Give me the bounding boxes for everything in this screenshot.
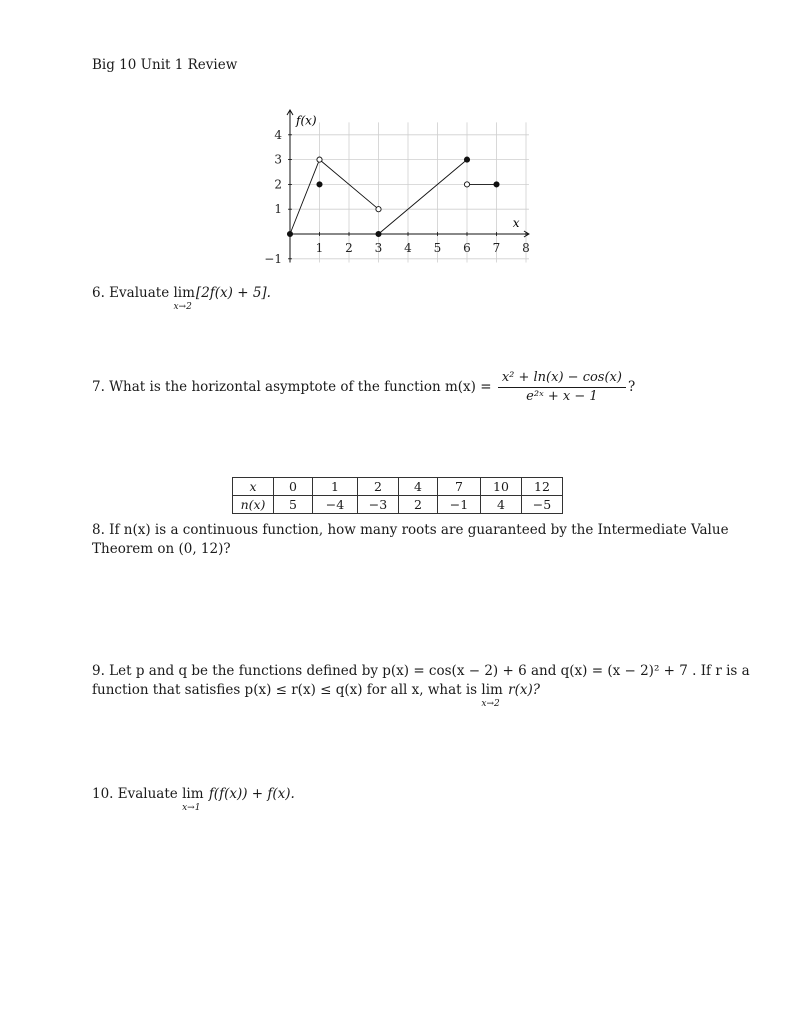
q6-number: 6. Evaluate bbox=[92, 285, 170, 301]
closed-point bbox=[317, 182, 322, 187]
closed-point bbox=[464, 157, 469, 162]
x-tick-label: 8 bbox=[522, 241, 530, 255]
x-tick-label: 3 bbox=[374, 241, 383, 255]
q10-lim-word: lim bbox=[182, 786, 204, 802]
table-cell: −1 bbox=[438, 496, 481, 514]
table-cell: 0 bbox=[274, 478, 313, 496]
question-6 bbox=[92, 284, 271, 312]
table-cell: 12 bbox=[522, 478, 563, 496]
table-cell: 5 bbox=[274, 496, 313, 514]
table-row-label: n(x) bbox=[233, 496, 274, 514]
graph-segment bbox=[290, 160, 320, 234]
function-graph bbox=[250, 100, 540, 275]
graph-segments bbox=[290, 160, 497, 234]
question-8-line-2: Theorem on (0, 12)? bbox=[92, 541, 231, 557]
question-10 bbox=[92, 785, 295, 813]
closed-point bbox=[494, 182, 499, 187]
q6-expression: [2f(x) + 5]. bbox=[195, 285, 271, 301]
n-values-table bbox=[232, 477, 563, 514]
q9-limit bbox=[481, 681, 503, 709]
q7-fraction bbox=[498, 370, 626, 405]
q10-lim-sub: x→1 bbox=[182, 803, 201, 813]
open-point bbox=[317, 157, 322, 162]
table-cell: −5 bbox=[522, 496, 563, 514]
table-cell: 2 bbox=[358, 478, 399, 496]
x-tick-label: 2 bbox=[345, 241, 353, 255]
x-axis-label: x bbox=[512, 216, 520, 230]
q9-lim-word: lim bbox=[481, 682, 503, 698]
q9-text: function that satisfies p(x) ≤ r(x) ≤ q(x) for all x, what is bbox=[92, 682, 478, 698]
q10-expression: f(f(x)) + f(x). bbox=[208, 786, 295, 802]
question-9-line-2 bbox=[92, 681, 540, 709]
table-cell: 10 bbox=[481, 478, 522, 496]
y-tick-label: 4 bbox=[274, 127, 282, 142]
y-tick-label: 2 bbox=[274, 177, 282, 192]
x-tick-label: 4 bbox=[404, 241, 412, 255]
q10-limit bbox=[182, 785, 204, 813]
table-cell: −4 bbox=[313, 496, 358, 514]
open-point bbox=[464, 182, 469, 187]
table-cell: −3 bbox=[358, 496, 399, 514]
page-title: Big 10 Unit 1 Review bbox=[92, 57, 238, 73]
q7-denominator: e²ˣ + x − 1 bbox=[526, 389, 598, 404]
graph-ticks bbox=[264, 128, 530, 266]
q7-text: 7. What is the horizontal asymptote of the function m(x) = bbox=[92, 379, 492, 395]
table-cell: 7 bbox=[438, 478, 481, 496]
x-tick-label: 1 bbox=[315, 241, 324, 255]
closed-point bbox=[287, 231, 292, 236]
question-8-line-1: 8. If n(x) is a continuous function, how many roots are guaranteed by the Intermediate Value bbox=[92, 522, 729, 538]
table-row-x bbox=[233, 478, 563, 496]
y-tick-label: −1 bbox=[264, 251, 282, 266]
table-cell: 1 bbox=[313, 478, 358, 496]
q9-lim-sub: x→2 bbox=[481, 699, 500, 709]
q7-suffix: ? bbox=[627, 379, 636, 395]
closed-point bbox=[376, 231, 381, 236]
q10-number: 10. Evaluate bbox=[92, 786, 178, 802]
question-9-line-1: 9. Let p and q be the functions defined by p(x) = cos(x − 2) + 6 and q(x) = (x − 2)² + 7 . If r is a bbox=[92, 663, 750, 679]
question-7 bbox=[92, 368, 635, 406]
table-row-label: x bbox=[233, 478, 274, 496]
table-row-n bbox=[233, 496, 563, 514]
y-tick-label: 1 bbox=[274, 202, 282, 217]
y-tick-label: 3 bbox=[274, 152, 282, 167]
open-point bbox=[376, 207, 381, 212]
table-cell: 4 bbox=[481, 496, 522, 514]
q7-numerator: x² + ln(x) − cos(x) bbox=[498, 370, 626, 388]
table-cell: 2 bbox=[399, 496, 438, 514]
x-tick-label: 5 bbox=[433, 241, 442, 255]
graph-segment bbox=[379, 160, 468, 234]
q6-limit bbox=[173, 284, 195, 312]
q6-lim-word: lim bbox=[173, 285, 195, 301]
q9-expression: r(x)? bbox=[508, 682, 540, 698]
q6-lim-sub: x→2 bbox=[173, 302, 192, 312]
table-cell: 4 bbox=[399, 478, 438, 496]
x-tick-label: 6 bbox=[463, 241, 471, 255]
y-axis-label: f(x) bbox=[296, 113, 317, 128]
x-tick-label: 7 bbox=[492, 241, 501, 255]
